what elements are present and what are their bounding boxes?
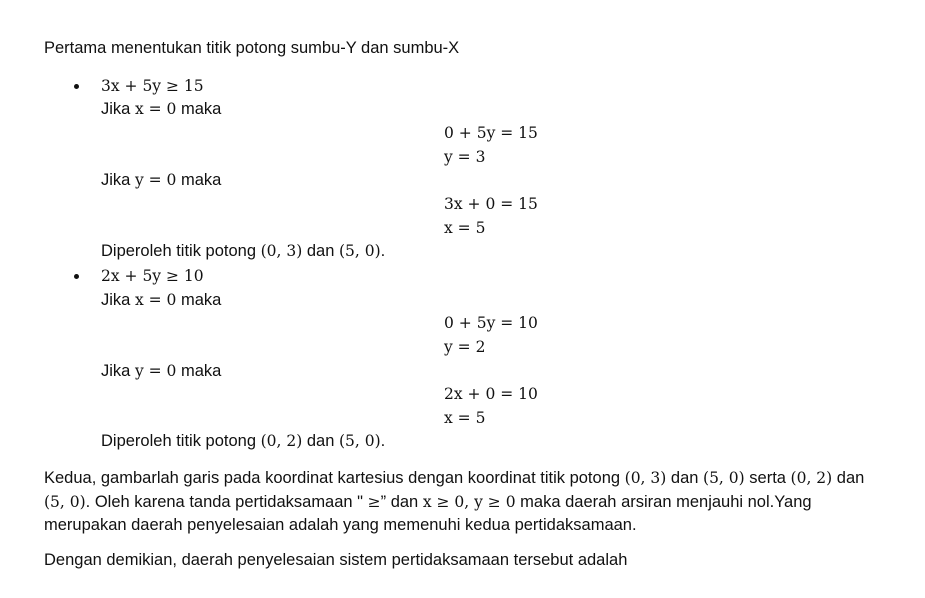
calc-1a-line1: 0 + 5y = 15: [444, 124, 538, 142]
bullet-1: [74, 84, 79, 89]
result-1: Diperoleh titik potong (0, 3) dan (5, 0).: [101, 242, 386, 260]
bullet-2: [74, 274, 79, 279]
if-x-zero-1: Jika x = 0 maka: [101, 100, 222, 118]
explanation-paragraph: Kedua, gambarlah garis pada koordinat kartesius dengan koordinat titik potong (0, 3) dan (5, 0) serta (0, 2) dan (5, 0). Oleh karena tanda pertidaksamaan " ≥” dan x ≥ 0, y ≥ 0 maka daerah arsiran menjauhi nol.Yang merupakan daerah penyelesaian adalah yang memenuhi kedua pertidaksamaan.: [44, 469, 865, 534]
if-y-zero-1: Jika y = 0 maka: [101, 171, 222, 189]
inequality-1: 3x + 5y ≥ 15: [101, 77, 204, 95]
conclusion-text: Dengan demikian, daerah penyelesaian sistem pertidaksamaan tersebut adalah: [44, 551, 628, 569]
calc-2b-line2: x = 5: [444, 409, 486, 427]
result-2: Diperoleh titik potong (0, 2) dan (5, 0).: [101, 432, 386, 450]
calc-1b-line1: 3x + 0 = 15: [444, 195, 538, 213]
calc-2b-line1: 2x + 0 = 10: [444, 385, 538, 403]
calc-1b-line2: x = 5: [444, 219, 486, 237]
if-y-zero-2: Jika y = 0 maka: [101, 362, 222, 380]
if-x-zero-2: Jika x = 0 maka: [101, 291, 222, 309]
calc-1a-line2: y = 3: [444, 148, 486, 166]
calc-2a-line2: y = 2: [444, 338, 486, 356]
inequality-2: 2x + 5y ≥ 10: [101, 267, 204, 285]
calc-2a-line1: 0 + 5y = 10: [444, 314, 538, 332]
intro-text: Pertama menentukan titik potong sumbu-Y dan sumbu-X: [44, 39, 460, 57]
